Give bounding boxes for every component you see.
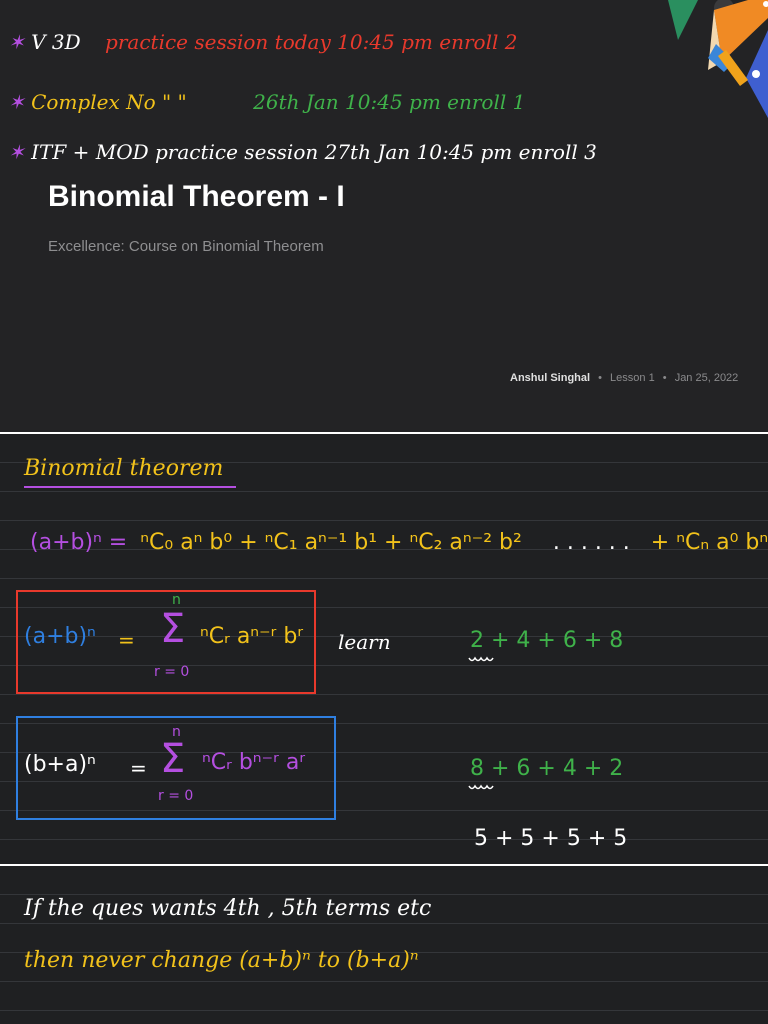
remark-page xyxy=(0,866,768,1024)
formula-ab-term: ⁿCᵣ aⁿ⁻ʳ bʳ xyxy=(200,624,304,649)
note-line-3 xyxy=(8,140,597,164)
expansion-dots: . . . . . . xyxy=(552,530,630,555)
sequence-descending: 8 + 6 + 4 + 2 xyxy=(470,756,624,781)
expansion-terms: ⁿC₀ aⁿ b⁰ + ⁿC₁ aⁿ⁻¹ b¹ + ⁿC₂ aⁿ⁻² b² xyxy=(140,530,522,555)
note-2-label: Complex No " " xyxy=(31,90,187,114)
sequence-sum: 5 + 5 + 5 + 5 xyxy=(474,826,628,851)
binomial-expansion xyxy=(30,530,768,555)
formula-ab-lhs: (a+b)ⁿ xyxy=(24,624,96,649)
note-line-1 xyxy=(8,30,517,54)
squiggle-underline xyxy=(468,656,494,664)
notes-page xyxy=(0,434,768,864)
formula-ab-upper-limit: n xyxy=(172,592,181,608)
formula-ba-term: ⁿCᵣ bⁿ⁻ʳ aʳ xyxy=(202,750,306,775)
decorative-pencil-graphic xyxy=(638,0,768,130)
meta-separator: • xyxy=(662,372,667,384)
note-line-2 xyxy=(8,90,525,114)
note-2-detail: 26th Jan 10:45 pm enroll 1 xyxy=(253,90,526,114)
squiggle-underline xyxy=(468,784,494,792)
formula-ab-sigma: Σ xyxy=(160,606,186,652)
heading-underline xyxy=(24,486,236,488)
remark-line-2: then never change (a+b)ⁿ to (b+a)ⁿ xyxy=(24,948,419,973)
lesson-number: Lesson 1 xyxy=(610,372,655,384)
sequence-ascending: 2 + 4 + 6 + 8 xyxy=(470,628,624,653)
star-icon: ✶ xyxy=(8,140,25,164)
lesson-meta xyxy=(510,372,738,384)
note-1-label: V 3D xyxy=(31,30,81,54)
formula-ba-sigma: Σ xyxy=(160,736,186,782)
author-name: Anshul Singhal xyxy=(510,372,591,384)
formula-ba-lower-limit: r = 0 xyxy=(158,788,194,804)
notes-heading xyxy=(24,456,223,481)
meta-separator: • xyxy=(598,372,602,384)
lesson-title: Binomial Theorem - I xyxy=(48,180,345,213)
learn-note: learn xyxy=(338,630,391,654)
note-3-text: ITF + MOD practice session 27th Jan 10:45 pm enroll 3 xyxy=(31,140,597,164)
expansion-lhs: (a+b)ⁿ = xyxy=(30,530,128,555)
remark-line-1: If the ques wants 4th , 5th terms etc xyxy=(24,896,432,921)
formula-ab-lower-limit: r = 0 xyxy=(154,664,190,680)
expansion-last: + ⁿCₙ a⁰ bⁿ xyxy=(650,530,768,555)
formula-ba-equals: = xyxy=(130,756,147,780)
heading-text: Binomial theorem xyxy=(24,456,224,481)
star-icon: ✶ xyxy=(8,30,25,54)
lesson-date: Jan 25, 2022 xyxy=(674,372,739,384)
star-icon: ✶ xyxy=(8,90,25,114)
course-subtitle: Excellence: Course on Binomial Theorem xyxy=(48,238,324,255)
lesson-title-slide xyxy=(0,0,768,432)
note-1-detail: practice session today 10:45 pm enroll 2 xyxy=(105,30,518,54)
formula-ba-upper-limit: n xyxy=(172,724,181,740)
formula-ab-equals: = xyxy=(118,628,135,652)
formula-ba-lhs: (b+a)ⁿ xyxy=(24,752,96,777)
